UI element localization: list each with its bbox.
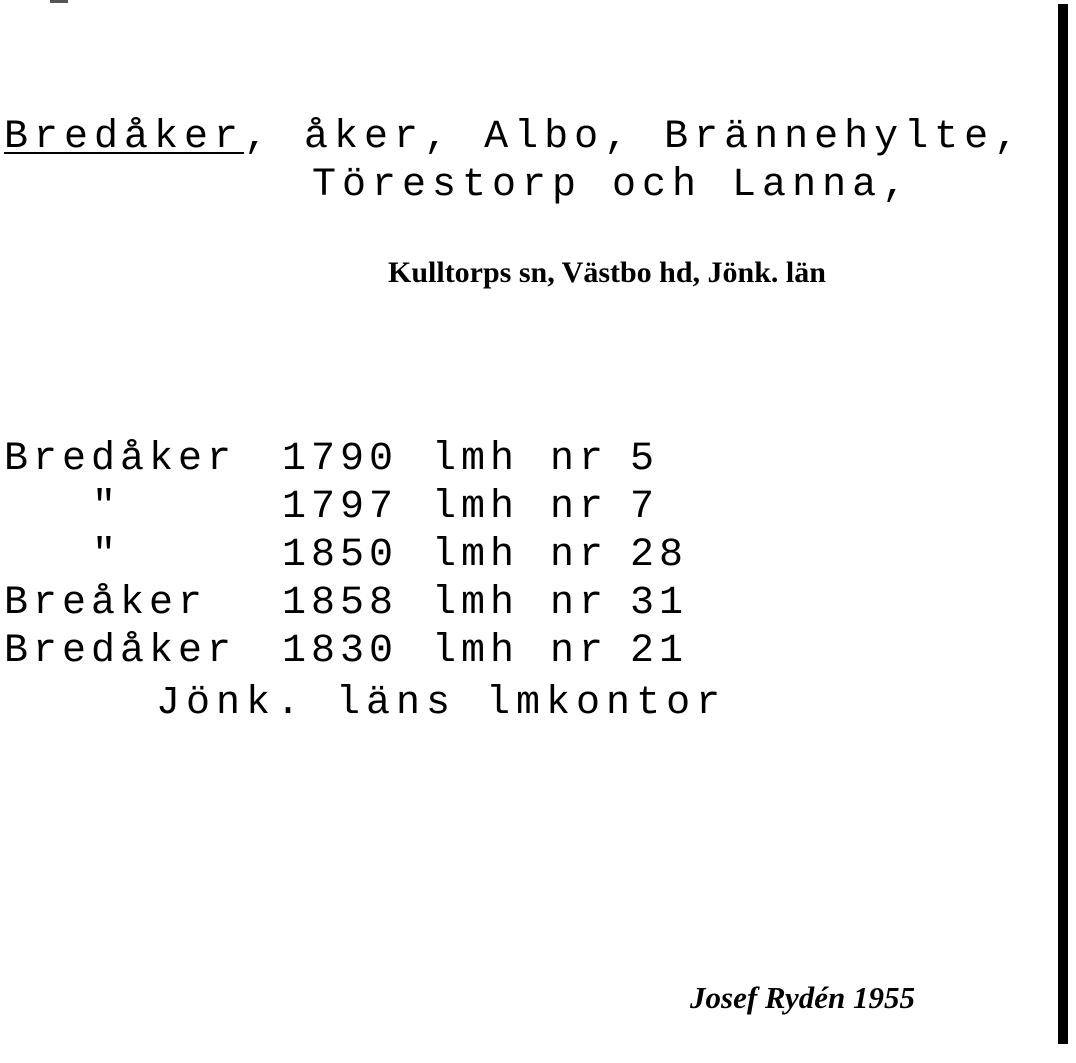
signature: Josef Rydén 1955 — [690, 980, 916, 1015]
map-entry — [4, 628, 688, 676]
map-entries — [4, 436, 688, 676]
entry-nr: 31 — [630, 581, 689, 626]
scan-mark — [50, 0, 68, 3]
entry-year: 1790 — [282, 437, 399, 482]
entry-nr: 21 — [630, 629, 689, 674]
entry-nr-label: nr — [550, 533, 609, 578]
entry-place-ditto: " — [92, 485, 122, 530]
entry-nr: 5 — [630, 437, 660, 482]
map-entry — [4, 436, 688, 484]
map-entry — [4, 580, 688, 628]
place-name: Bredåker — [4, 115, 245, 160]
entry-type: lmh — [432, 581, 520, 626]
entry-type: lmh — [432, 533, 520, 578]
entry-type: lmh — [432, 437, 520, 482]
card-edge-line — [1058, 4, 1068, 1044]
entry-nr: 7 — [630, 485, 660, 530]
heading-rest-1: , åker, Albo, Brännehylte, — [244, 115, 1025, 160]
parish-line: Kulltorps sn, Västbo hd, Jönk. län — [388, 256, 826, 289]
entry-type: lmh — [432, 485, 520, 530]
entry-place: Bredåker — [4, 437, 237, 482]
map-entry — [4, 484, 688, 532]
archive-line: Jönk. läns lmkontor — [156, 681, 727, 726]
entry-year: 1797 — [282, 485, 399, 530]
entry-nr-label: nr — [550, 485, 609, 530]
entry-year: 1858 — [282, 581, 399, 626]
heading-line-1 — [4, 115, 1025, 160]
entry-place-ditto: " — [92, 533, 122, 578]
entry-year: 1850 — [282, 533, 399, 578]
entry-nr: 28 — [630, 533, 689, 578]
map-entry — [4, 532, 688, 580]
heading-line-2: Törestorp och Lanna, — [312, 163, 913, 208]
entry-nr-label: nr — [550, 437, 609, 482]
entry-place: Bredåker — [4, 629, 237, 674]
entry-type: lmh — [432, 629, 520, 674]
entry-year: 1830 — [282, 629, 399, 674]
entry-nr-label: nr — [550, 581, 609, 626]
entry-place: Breåker — [4, 581, 208, 626]
entry-nr-label: nr — [550, 629, 609, 674]
